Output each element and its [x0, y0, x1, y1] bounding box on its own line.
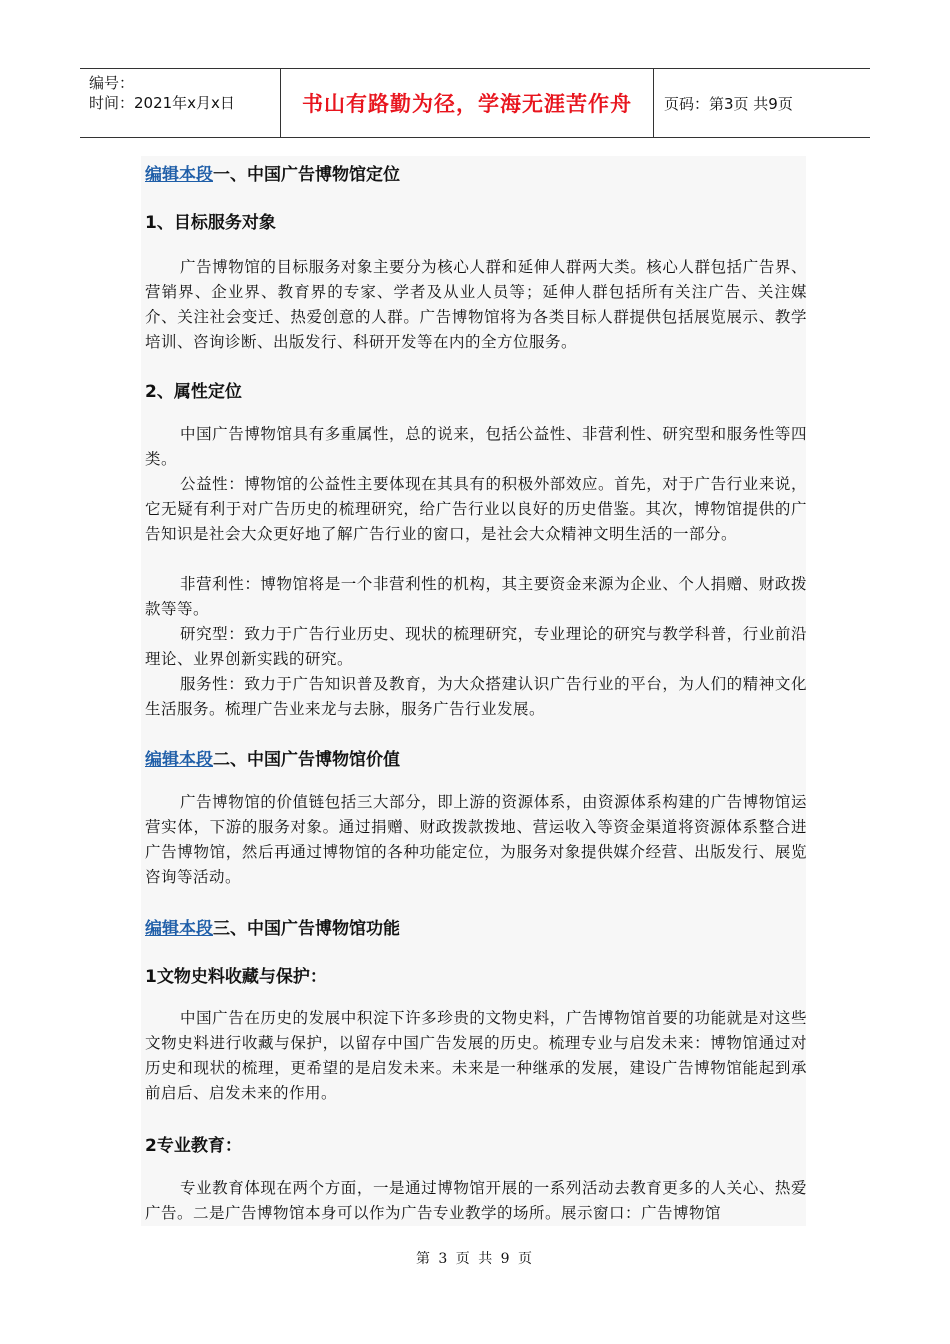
section-heading-3 — [145, 914, 400, 939]
paragraph: 公益性：博物馆的公益性主要体现在其具有的积极外部效应。首先，对于广告行业来说，它无疑有利于对广告历史的梳理研究，给广告行业以良好的历史借鉴。其次，博物馆提供的广告知识是社会大众更好地了解广告行业的窗口，是社会大众精神文明生活的一部分。 — [145, 475, 807, 543]
section-title: 三、中国广告博物馆功能 — [213, 919, 400, 939]
section-heading-2 — [145, 745, 400, 770]
page-footer: 第 3 页 共 9 页 — [415, 1251, 535, 1267]
paragraph: 研究型：致力于广告行业历史、现状的梳理研究，专业理论的研究与教学科普，行业前沿理论、业界创新实践的研究。 — [145, 625, 807, 668]
subheading: 2、属性定位 — [145, 382, 242, 402]
date-label: 时间：2021年x月x日 — [89, 94, 235, 112]
edit-section-link[interactable]: 编辑本段 — [145, 919, 213, 939]
section-title: 二、中国广告博物馆价值 — [213, 750, 400, 770]
section-title: 一、中国广告博物馆定位 — [213, 165, 400, 185]
subheading: 2专业教育： — [145, 1136, 242, 1156]
header-left-cell — [80, 69, 281, 137]
subheading: 1、目标服务对象 — [145, 213, 276, 233]
motto: 书山有路勤为径，学海无涯苦作舟 — [281, 69, 654, 137]
edit-section-link[interactable]: 编辑本段 — [145, 165, 213, 185]
paragraph: 广告博物馆的价值链包括三大部分，即上游的资源体系，由资源体系构建的广告博物馆运营实体，下游的服务对象。通过捐赠、财政拨款拨地、营运收入等资金渠道将资源体系整合进广告博物馆，然后再通过博物馆的各种功能定位，为服务对象提供媒介经营、出版发行、展览咨询等活动。 — [145, 793, 807, 886]
number-label: 编号： — [89, 74, 135, 92]
paragraph: 服务性：致力于广告知识普及教育，为大众搭建认识广告行业的平台，为人们的精神文化生活服务。梳理广告业来龙与去脉，服务广告行业发展。 — [145, 675, 807, 718]
page-header — [80, 68, 870, 138]
paragraph: 中国广告在历史的发展中积淀下许多珍贵的文物史料，广告博物馆首要的功能就是对这些文物史料进行收藏与保护，以留存中国广告发展的历史。梳理专业与启发未来：博物馆通过对历史和现状的梳理，更希望的是启发未来。未来是一种继承的发展，建设广告博物馆能起到承前启后、启发未来的作用。 — [145, 1009, 807, 1102]
subheading: 1文物史料收藏与保护： — [145, 967, 327, 987]
section-heading-1 — [145, 160, 400, 185]
page-label: 页码：第3页 共9页 — [664, 94, 793, 113]
paragraph: 非营利性：博物馆将是一个非营利性的机构，其主要资金来源为企业、个人捐赠、财政拨款等等。 — [145, 575, 807, 618]
paragraph: 广告博物馆的目标服务对象主要分为核心人群和延伸人群两大类。核心人群包括广告界、营销界、企业界、教育界的专家、学者及从业人员等；延伸人群包括所有关注广告、关注媒介、关注社会变迁、热爱创意的人群。广告博物馆将为各类目标人群提供包括展览展示、教学培训、咨询诊断、出版发行、科研开发等在内的全方位服务。 — [145, 258, 807, 351]
paragraph: 专业教育体现在两个方面，一是通过博物馆开展的一系列活动去教育更多的人关心、热爱广告。二是广告博物馆本身可以作为广告专业教学的场所。展示窗口：广告博物馆 — [145, 1179, 807, 1222]
document-body — [141, 156, 806, 1226]
edit-section-link[interactable]: 编辑本段 — [145, 750, 213, 770]
paragraph: 中国广告博物馆具有多重属性，总的说来，包括公益性、非营利性、研究型和服务性等四类。 — [145, 425, 807, 468]
